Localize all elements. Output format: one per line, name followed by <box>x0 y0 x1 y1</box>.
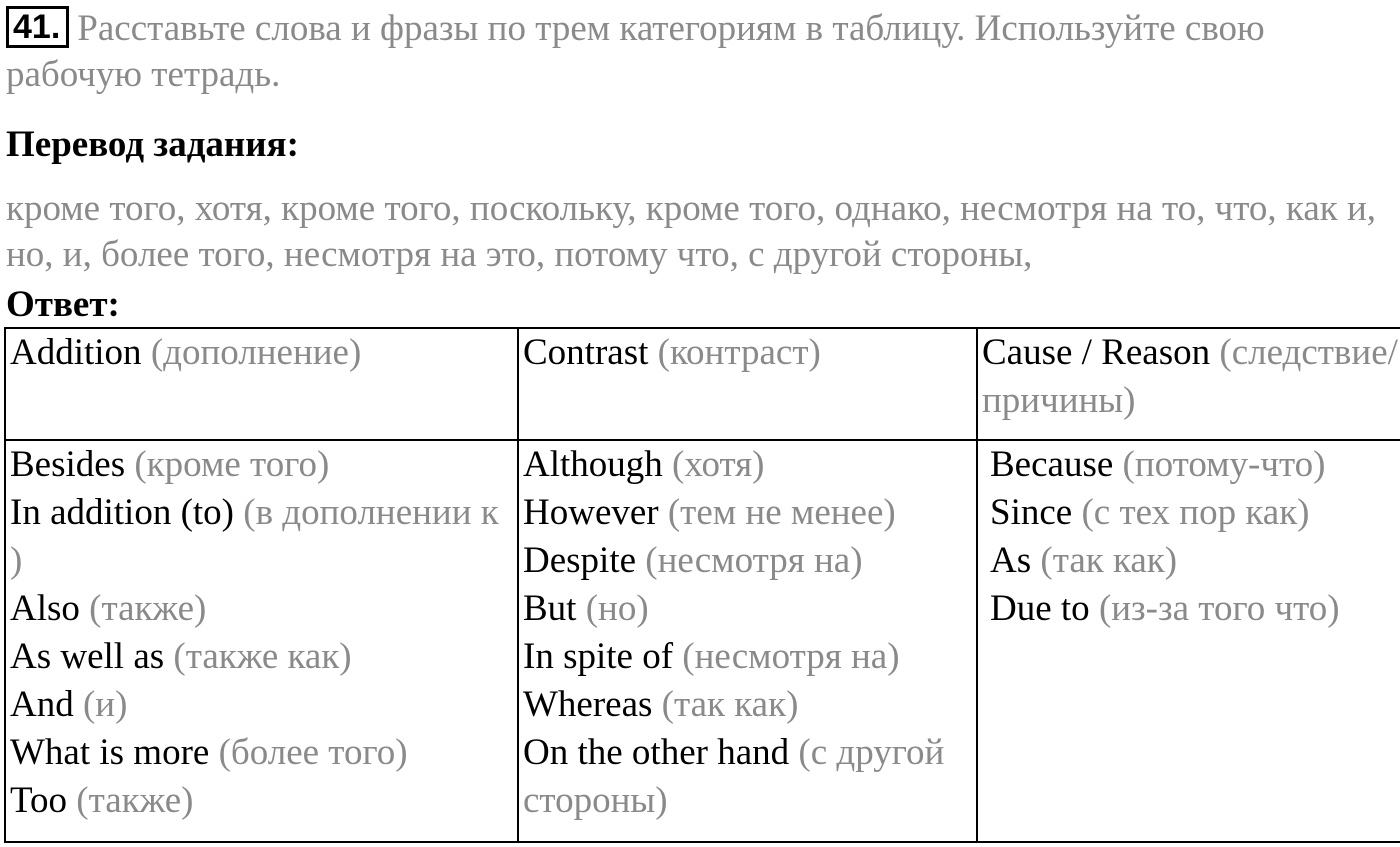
list-item: As well as (также как) <box>10 636 352 677</box>
column-header-addition <box>5 328 518 440</box>
cause-reason-cell <box>977 440 1400 842</box>
list-item: Also (также) <box>10 588 207 629</box>
column-title-translation: (следствие/ причины) <box>982 332 1398 421</box>
answer-table <box>4 327 1400 843</box>
list-item: Whereas (так как) <box>523 684 799 725</box>
addition-cell <box>5 440 518 842</box>
task-header <box>6 6 1396 98</box>
list-item: On the other hand (с другой стороны) <box>523 732 945 821</box>
table-body-row <box>5 440 1400 842</box>
list-item: Because (потому-что) <box>990 444 1326 485</box>
list-item: But (но) <box>523 588 649 629</box>
task-instruction: Расставьте слова и фразы по трем категориям в таблицу. Используйте свою рабочую тетрадь. <box>6 8 1265 95</box>
word-list: кроме того, хотя, кроме того, поскольку, кроме того, однако, несмотря на то, что, как и, но, и, более того, несмотря на это, потому что, с другой стороны, <box>6 188 1377 275</box>
answer-heading: Ответ: <box>6 284 120 325</box>
list-item: Too (также) <box>10 780 194 821</box>
list-item: However (тем не менее) <box>523 492 896 533</box>
column-title: Cause / Reason <box>982 332 1211 373</box>
column-title: Addition <box>10 332 142 373</box>
list-item: Since (с тех пор как) <box>990 492 1310 533</box>
column-header-contrast <box>518 328 977 440</box>
list-item: In addition (to) (в дополнении к ) <box>10 492 499 581</box>
column-title-translation: (контраст) <box>657 332 821 373</box>
column-title-translation: (дополнение) <box>150 332 362 373</box>
list-item: Due to (из-за того что) <box>990 588 1340 629</box>
column-title: Contrast <box>523 332 649 373</box>
table-header-row <box>5 328 1400 440</box>
contrast-cell <box>518 440 977 842</box>
list-item: As (так как) <box>990 540 1178 581</box>
list-item: And (и) <box>10 684 128 725</box>
list-item: Although (хотя) <box>523 444 765 485</box>
list-item: What is more (более того) <box>10 732 408 773</box>
list-item: In spite of (несмотря на) <box>523 636 900 677</box>
task-number: 41. <box>6 6 69 48</box>
list-item: Besides (кроме того) <box>10 444 330 485</box>
column-header-cause-reason <box>977 328 1400 440</box>
list-item: Despite (несмотря на) <box>523 540 863 581</box>
translation-heading: Перевод задания: <box>6 124 299 165</box>
